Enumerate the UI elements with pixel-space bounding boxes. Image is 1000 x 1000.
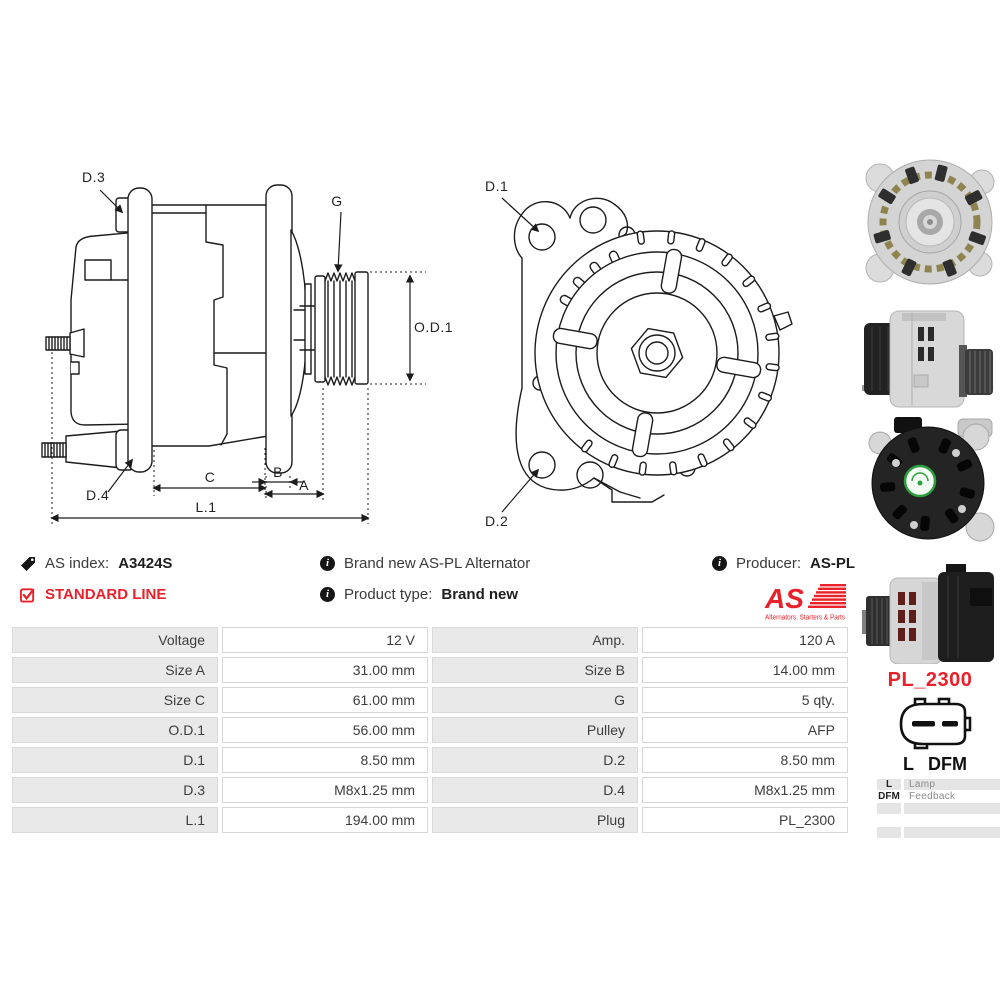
- dim-label-od1: O.D.1: [414, 319, 454, 335]
- spec-label: D.1: [12, 747, 218, 773]
- producer-value: AS-PL: [810, 555, 856, 572]
- spec-value: PL_2300: [642, 807, 848, 833]
- spec-label: Amp.: [432, 627, 638, 653]
- description-row: [320, 555, 530, 572]
- product-photo-front[interactable]: [862, 150, 998, 295]
- product-photo-rear[interactable]: [862, 415, 998, 550]
- plug-pin-table: [877, 779, 1000, 838]
- spec-label: Voltage: [12, 627, 218, 653]
- spec-value: 12 V: [222, 627, 428, 653]
- plug-connector-diagram: [893, 697, 977, 751]
- spec-value: 31.00 mm: [222, 657, 428, 683]
- product-description: Brand new AS-PL Alternator: [344, 555, 531, 572]
- spec-label: G: [432, 687, 638, 713]
- pin-table-desc: [904, 827, 1000, 838]
- spec-value: AFP: [642, 717, 848, 743]
- dim-label-g: G: [331, 193, 343, 209]
- spec-value: M8x1.25 mm: [642, 777, 848, 803]
- spec-label: Size B: [432, 657, 638, 683]
- spec-label: D.4: [432, 777, 638, 803]
- dim-label-b: B: [273, 464, 283, 480]
- spec-value: 56.00 mm: [222, 717, 428, 743]
- pin-table-pin: [877, 815, 901, 826]
- spec-label: Plug: [432, 807, 638, 833]
- spec-value: 8.50 mm: [642, 747, 848, 773]
- spec-value: 14.00 mm: [642, 657, 848, 683]
- product-photo-side-right[interactable]: [862, 297, 998, 413]
- as-index-value: A3424S: [118, 555, 173, 572]
- plug-pin-labels: [893, 754, 977, 775]
- alternator-body: [151, 205, 268, 446]
- dim-label-a: A: [299, 477, 309, 493]
- standard-line-label: STANDARD LINE: [45, 586, 167, 603]
- info-icon: i: [320, 587, 335, 602]
- pin-table-pin: [877, 803, 901, 814]
- as-pl-logo: [763, 581, 847, 623]
- standard-line-row: [20, 586, 166, 603]
- product-photo-side-left[interactable]: [862, 552, 998, 664]
- pin-table-pin: [877, 827, 901, 838]
- pin-label-l: L: [903, 754, 914, 774]
- as-index-label: AS index:: [45, 555, 110, 572]
- dim-label-c: C: [204, 469, 216, 485]
- side-view-technical-drawing: [38, 148, 458, 548]
- spec-label: Size C: [12, 687, 218, 713]
- pin-label-dfm: DFM: [928, 754, 967, 774]
- info-icon: i: [320, 556, 335, 571]
- leader-line-d2: [502, 470, 538, 512]
- product-type-row: [320, 586, 518, 603]
- tag-icon: [20, 556, 36, 572]
- spec-value: 120 A: [642, 627, 848, 653]
- plug-name: PL_2300: [887, 669, 973, 691]
- spec-label: Size A: [12, 657, 218, 683]
- spec-label: Pulley: [432, 717, 638, 743]
- logo-text: AS: [765, 583, 804, 614]
- pin-table-desc: [904, 815, 1000, 826]
- pulley: [315, 272, 368, 385]
- spec-value: 8.50 mm: [222, 747, 428, 773]
- product-type-label: Product type:: [344, 586, 433, 603]
- pin-table-desc: Lamp: [904, 779, 1000, 790]
- pin-table-desc: [904, 803, 1000, 814]
- pin-table-desc: Feedback: [904, 791, 1000, 802]
- spec-value: 61.00 mm: [222, 687, 428, 713]
- dim-label-d1: D.1: [485, 178, 509, 194]
- spec-table: [12, 627, 848, 833]
- spec-label: L.1: [12, 807, 218, 833]
- front-view-technical-drawing: [462, 158, 862, 558]
- plug-pin-l: [912, 721, 935, 727]
- logo-stripes: [808, 584, 846, 608]
- plug-pin-dfm: [942, 721, 958, 727]
- logo-tagline: Alternators, Starters & Parts: [765, 614, 846, 622]
- dim-label-d3: D.3: [82, 169, 106, 185]
- spec-value: M8x1.25 mm: [222, 777, 428, 803]
- producer-row: [712, 555, 855, 572]
- spec-label: O.D.1: [12, 717, 218, 743]
- dim-label-d2: D.2: [485, 513, 509, 529]
- as-index-row: [20, 555, 172, 572]
- spec-value: 5 qty.: [642, 687, 848, 713]
- info-icon: i: [712, 556, 727, 571]
- producer-label: Producer:: [736, 555, 802, 572]
- leader-line-g: [338, 212, 341, 271]
- spec-value: 194.00 mm: [222, 807, 428, 833]
- spec-label: D.2: [432, 747, 638, 773]
- spec-label: D.3: [12, 777, 218, 803]
- dim-label-l1: L.1: [195, 499, 217, 515]
- checkbox-checked-icon: [20, 587, 36, 603]
- alternator-housing: [535, 231, 792, 476]
- pin-table-pin: DFM: [878, 791, 900, 802]
- product-type-value: Brand new: [441, 586, 519, 603]
- pin-table-pin: L: [877, 779, 901, 790]
- dim-label-d4: D.4: [86, 487, 110, 503]
- front-face-and-shaft: [291, 230, 316, 416]
